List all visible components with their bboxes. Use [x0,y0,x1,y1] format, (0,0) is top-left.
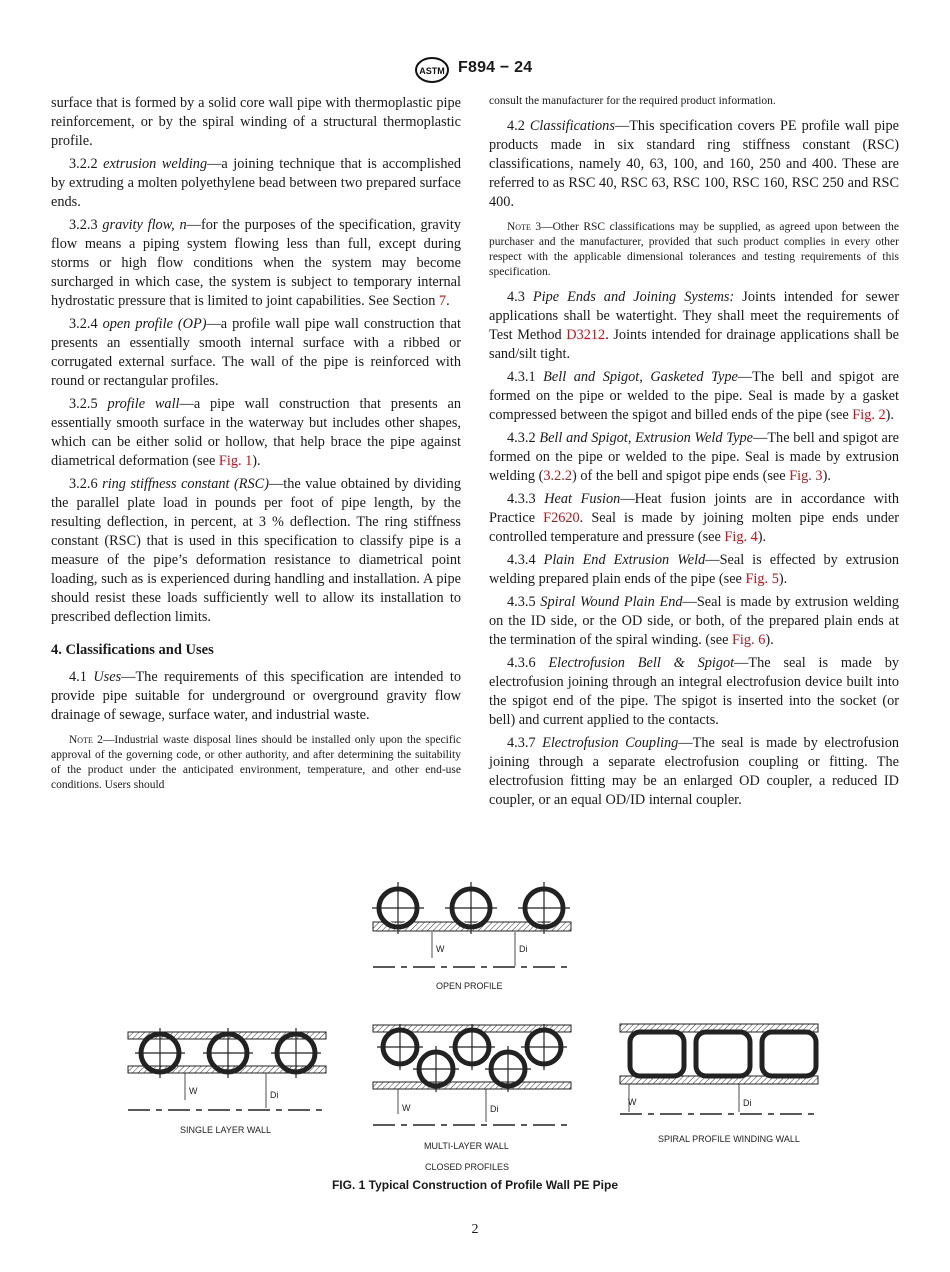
section-4-3-2: 4.3.2 Bell and Spigot, Extrusion Weld Type—The bell and spigot are formed on the pipe or welded to the pipe. Seal is made by extrusion welding (3.2.2) of the bell and spigot pipe ends (see Fig. 3). [489,430,900,484]
section-3-2-3: 3.2.3 gravity flow, n—for the purposes of the specification, gravity flow means a piping system flowing less than full, except during storms or high flow conditions when the system may become surcharged in which case, the system is subject to temporary internal hydrostatic pressure that is limited to joint capabilities. See Section 7. [51,217,461,309]
section-7-link[interactable]: 7 [438,293,447,309]
fig-5-link[interactable]: Fig. 5 [745,571,779,587]
fig-2-link[interactable]: Fig. 2 [852,407,886,423]
section-4-3-4: 4.3.4 Plain End Extrusion Weld—Seal is effected by extrusion welding prepared plain ends of the pipe (see Fig. 5). [489,552,899,587]
fig-6-link[interactable]: Fig. 6 [731,632,766,648]
spiral-title: SPIRAL PROFILE WINDING WALL [658,1134,800,1144]
page-number: 2 [471,1222,479,1237]
open-profile-drawing [372,882,571,967]
section-4-3-1: 4.3.1 Bell and Spigot, Gasketed Type—The bell and spigot are formed on the pipe or welded to the pipe. Seal is made by a gasket compressed between the spigot and billed ends of the pipe (see Fig. 2). [489,369,899,423]
fig-1-link[interactable]: Fig. 1 [218,453,253,469]
section-4-1: 4.1 Uses—The requirements of this specification are intended to provide pipe suitable for underground or overground gravity flow drainage of sewage, surface water, and industrial waste. [51,669,461,723]
document-designation: F894 − 24 [458,59,533,76]
d3212-link[interactable]: D3212 [566,327,606,343]
note-3: Note 3—Other RSC classifications may be supplied, as agreed upon between the purchaser and the manufacturer, provided that such product complies in every other respect with the applicable dimensional tolerances and testing requirements of this specification. [489,221,899,278]
section-3-2-6: 3.2.6 ring stiffness constant (RSC)—the value obtained by dividing the parallel plate load in pounds per foot of pipe length, by the resulting deflection, in percent, at 3 % deflection. The ring stiffness constant (RSC) that is used in this specification to classify pipe is a measure of the pipe’s deformation resistance to diametrical point loading, such as is experienced during handling and installation. A pipe should resist these loads sufficiently well to allow its installation to prescribed deflection limits. [51,476,461,625]
paragraph-continued: surface that is formed by a solid core wall pipe with thermoplastic pipe reinforcement, or by the spiral winding of a structural thermoplastic profile. [51,95,461,149]
page-header [0,57,950,83]
multi-layer-title: MULTI-LAYER WALL [424,1141,509,1151]
multi-layer-di-label: Di [490,1104,499,1114]
single-layer-title: SINGLE LAYER WALL [180,1125,272,1135]
f2620-link[interactable]: F2620 [543,510,580,526]
single-layer-di-label: Di [270,1090,279,1100]
section-4-3: 4.3 Pipe Ends and Joining Systems: Joints intended for sewer applications shall be watertight. They shall meet the requirements of Test Method D3212. Joints intended for drainage applications shall be sand/silt tight. [489,289,900,362]
note-2-continued: consult the manufacturer for the required product information. [489,95,776,107]
spiral-profile-wall-drawing [620,1024,818,1114]
figure-1-diagram [0,870,950,1180]
spiral-w-label: W [628,1097,637,1107]
logo-text: ASTM [419,66,445,76]
figure-1-caption: FIG. 1 Typical Construction of Profile Wall PE Pipe [331,1178,619,1192]
left-column [51,94,461,801]
note-2: Note 2—Industrial waste disposal lines should be installed only upon the specific approval of the governing code, or other authority, and after determining the suitability of the product under the anticipated environment, temperature, and other end-use conditions. Users should [51,734,461,791]
section-3-2-4: 3.2.4 open profile (OP)—a profile wall pipe wall construction that presents an essentially smooth internal surface with a ribbed or corrugated external surface. The wall of the pipe is reinforced with round or rectangular profiles. [51,316,461,389]
multi-layer-w-label: W [402,1103,411,1113]
open-profile-rings [372,882,570,934]
open-profile-w-label: W [436,944,445,954]
section-3-2-2: 3.2.2 extrusion welding—a joining technique that is accomplished by extruding a molten polyethylene bead between two prepared surface ends. [51,156,461,210]
section-3-2-5: 3.2.5 profile wall—a pipe wall construction that presents an essentially smooth surface in the waterway but includes other shapes, which can be either solid or hollow, that help brace the pipe against diametrical deformation (see Fig. 1). [51,396,461,469]
section-4-2: 4.2 Classifications—This specification covers PE profile wall pipe products made in six standard ring stiffness constant (RSC) classifications, namely 40, 63, 100, and 160, 250 and 400. These are referred to as RSC 40, RSC 63, RSC 100, RSC 160, RSC 250 and RSC 400. [489,118,899,210]
section-4-3-7: 4.3.7 Electrofusion Coupling—The seal is made by electrofusion joining through a separate electrofusion coupling or fitting. The electrofusion fitting may be an enlarged OD coupler, a reduced ID coupler, or an equal OD/ID internal coupler. [489,735,899,808]
right-column [489,94,899,814]
spiral-di-label: Di [743,1098,752,1108]
fig-4-link[interactable]: Fig. 4 [724,529,758,545]
section-4-3-6: 4.3.6 Electrofusion Bell & Spigot—The seal is made by electrofusion joining through an integral electrofusion device built into the spigot end of the pipe. The spigot is inserted into the socket (or bell) and current applied to the contacts. [489,655,899,728]
open-profile-title: OPEN PROFILE [436,981,503,991]
single-layer-w-label: W [189,1086,198,1096]
section-3-2-2-link[interactable]: 3.2.2 [543,468,572,484]
section-4-3-3: 4.3.3 Heat Fusion—Heat fusion joints are in accordance with Practice F2620. Seal is made by joining molten pipe ends under controlled temperature and pressure (see Fig. 4). [489,491,899,545]
closed-profiles-title: CLOSED PROFILES [425,1162,510,1172]
section-4-3-5: 4.3.5 Spiral Wound Plain End—Seal is made by extrusion welding on the ID side, or the OD side, or both, of the prepared plain ends at the termination of the spiral winding. (see Fig. 6). [489,594,899,648]
fig-3-link[interactable]: Fig. 3 [789,468,823,484]
astm-logo-icon [414,57,450,83]
section-4-heading: 4. Classifications and Uses [51,642,214,658]
single-layer-wall-drawing [128,1028,326,1110]
open-profile-di-label: Di [519,944,528,954]
